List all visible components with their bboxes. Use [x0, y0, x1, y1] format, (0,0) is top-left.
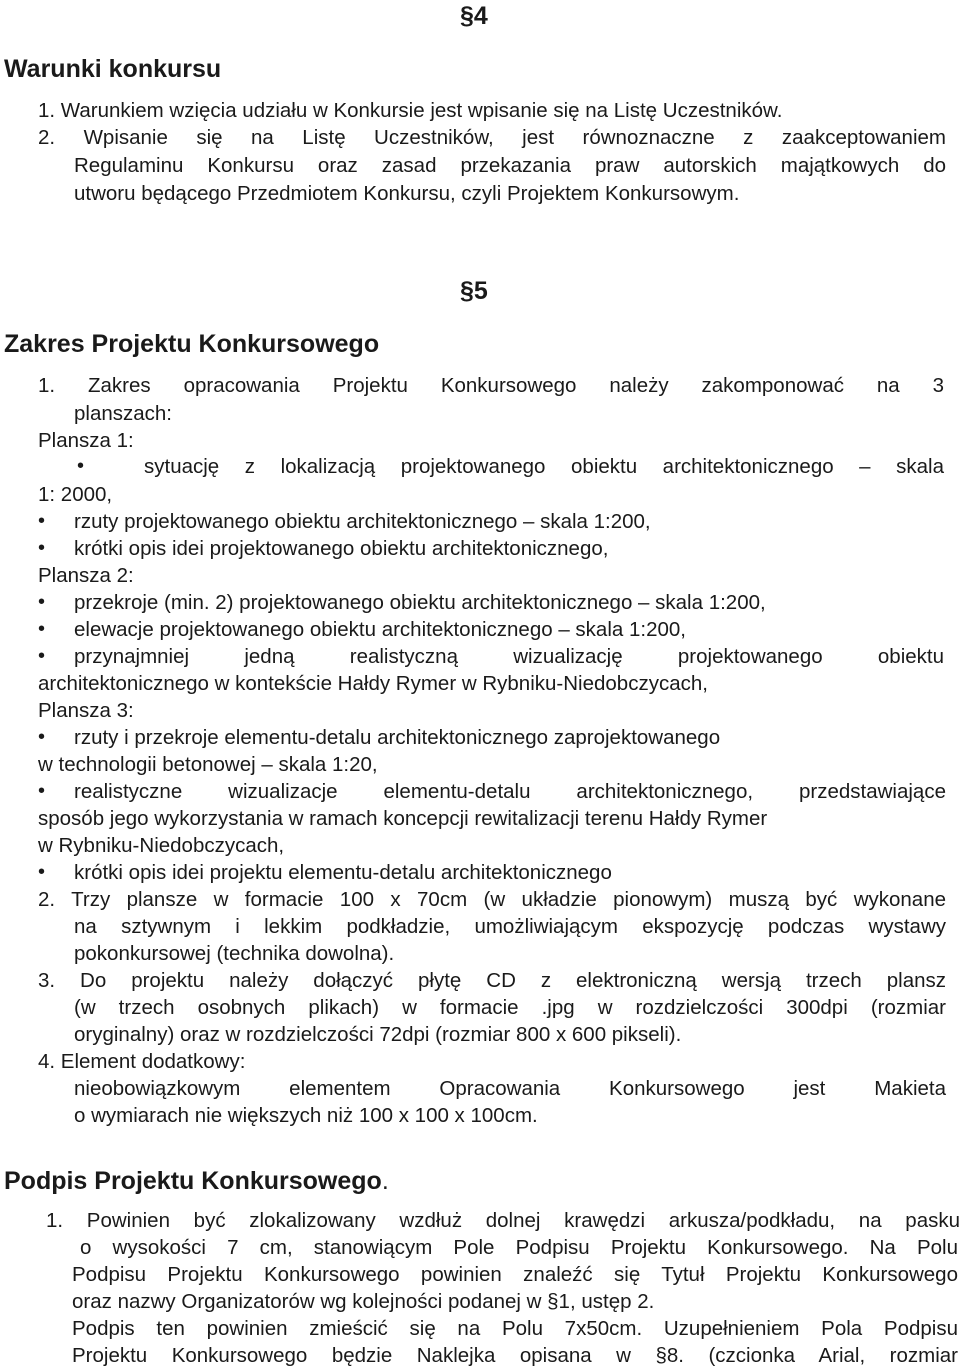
list-item: 4. Element dodatkowy:	[38, 1050, 246, 1073]
plansza-label: Plansza 2:	[38, 564, 134, 587]
list-item: 1. Powinien być zlokalizowany wzdłuż dolnej krawędzi arkusza/podkładu, na pasku	[46, 1209, 960, 1232]
bullet-item: krótki opis idei projektu elementu-detalu architektonicznego	[74, 861, 612, 884]
bullet: •	[38, 726, 46, 748]
paragraph-line: architektonicznego w kontekście Hałdy Rymer w Rybniku-Niedobczycach,	[38, 672, 708, 695]
bullet-item: rzuty i przekroje elementu-detalu architektonicznego zaprojektowanego	[74, 726, 721, 749]
paragraph-line: Podpisu Projektu Konkursowego powinien znaleźć się Tytuł Projektu Konkursowego	[72, 1263, 958, 1286]
list-item: 2. Trzy plansze w formacie 100 x 70cm (w układzie pionowym) muszą być wykonane	[38, 888, 946, 911]
bullet: •	[38, 537, 46, 559]
bullet-item: realistyczne wizualizacje elementu-detalu architektonicznego, przedstawiające	[74, 780, 946, 803]
plansza-label: Plansza 1:	[38, 429, 134, 452]
section-number-5: §5	[460, 277, 488, 305]
paragraph-line: w technologii betonowej – skala 1:20,	[38, 753, 378, 776]
bullet: •	[38, 780, 46, 802]
paragraph-line: utworu będącego Przedmiotem Konkursu, czyli Projektem Konkursowym.	[74, 182, 740, 205]
paragraph-line: 1. Warunkiem wzięcia udziału w Konkursie jest wpisanie się na Listę Uczestników.	[38, 99, 783, 122]
paragraph-line: w Rybniku-Niedobczycach,	[38, 834, 285, 857]
section-heading-zakres: Zakres Projektu Konkursowego	[4, 330, 380, 358]
bullet-item: elewacje projektowanego obiektu architektonicznego – skala 1:200,	[74, 618, 686, 641]
paragraph-line: 1: 2000,	[38, 483, 113, 506]
plansza-label: Plansza 3:	[38, 699, 134, 722]
paragraph-line: (w trzech osobnych plikach) w formacie .jpg w rozdzielczości 300dpi (rozmiar	[74, 996, 946, 1019]
section-number-4: §4	[460, 2, 488, 30]
paragraph-line: na sztywnym i lekkim podkładzie, umożliwiającym ekspozycję podczas wystawy	[74, 915, 946, 938]
paragraph-line: sposób jego wykorzystania w ramach koncepcji rewitalizacji terenu Hałdy Rymer	[38, 807, 768, 830]
paragraph-line: 2. Wpisanie się na Listę Uczestników, jest równoznaczne z zaakceptowaniem	[38, 126, 946, 149]
bullet-item: sytuację z lokalizacją projektowanego obiektu architektonicznego – skala	[144, 455, 944, 478]
bullet-item: przekroje (min. 2) projektowanego obiektu architektonicznego – skala 1:200,	[74, 591, 766, 614]
paragraph-line: oraz nazwy Organizatorów wg kolejności podanej w §1, ustęp 2.	[72, 1290, 655, 1313]
paragraph-line: Projektu Konkursowego będzie Naklejka opisana w §8. (czcionka Arial, rozmiar	[72, 1344, 958, 1367]
paragraph-line: o wysokości 7 cm, stanowiącym Pole Podpisu Projektu Konkursowego. Na Polu	[80, 1236, 958, 1259]
section-heading-podpis: Podpis Projektu Konkursowego.	[4, 1167, 389, 1195]
bullet: •	[77, 455, 85, 477]
paragraph-line: pokonkursowej (technika dowolna).	[74, 942, 395, 965]
bullet-item: rzuty projektowanego obiektu architektonicznego – skala 1:200,	[74, 510, 651, 533]
paragraph-line: Regulaminu Konkursu oraz zasad przekazania praw autorskich majątkowych do	[74, 154, 946, 177]
paragraph-line: oryginalny) oraz w rozdzielczości 72dpi (rozmiar 800 x 600 pikseli).	[74, 1023, 682, 1046]
list-item: 1. Zakres opracowania Projektu Konkursowego należy zakomponować na 3	[38, 374, 944, 397]
bullet: •	[38, 645, 46, 667]
bullet-item: krótki opis idei projektowanego obiektu architektonicznego,	[74, 537, 609, 560]
list-item: 3. Do projektu należy dołączyć płytę CD z elektroniczną wersją trzech plansz	[38, 969, 946, 992]
paragraph-line: planszach:	[74, 402, 173, 425]
bullet: •	[38, 861, 46, 883]
bullet: •	[38, 591, 46, 613]
section-heading-warunki: Warunki konkursu	[4, 55, 222, 83]
paragraph-line: Podpis ten powinien zmieścić się na Polu 7x50cm. Uzupełnieniem Pola Podpisu	[72, 1317, 958, 1340]
paragraph-line: o wymiarach nie większych niż 100 x 100 x 100cm.	[74, 1104, 538, 1127]
bullet: •	[38, 618, 46, 640]
paragraph-line: nieobowiązkowym elementem Opracowania Konkursowego jest Makieta	[74, 1077, 946, 1100]
bullet-item: przynajmniej jedną realistyczną wizualizację projektowanego obiektu	[74, 645, 944, 668]
bullet: •	[38, 510, 46, 532]
